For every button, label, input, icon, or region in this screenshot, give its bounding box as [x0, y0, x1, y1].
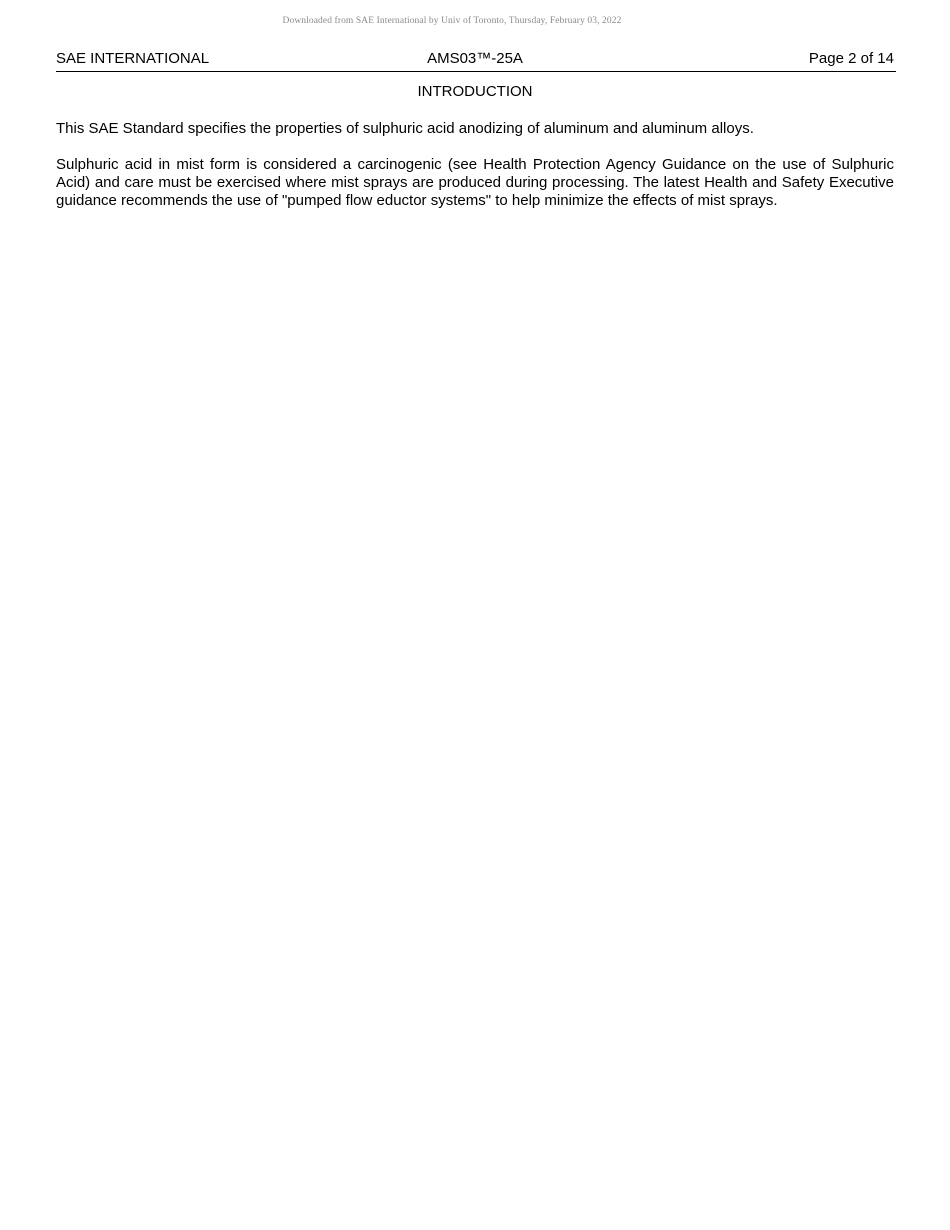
header-organization: SAE INTERNATIONAL — [56, 50, 210, 67]
intro-paragraph-2: Sulphuric acid in mist form is considered a carcinogenic (see Health Protection Agency Guidance on the use of Sulphuric Acid) and care must be exercised where mist sprays are produced during processing. The latest Health and Safety Executive guidance recommends the use of "pumped flow eductor systems" to help minimize the effects of mist sprays. — [56, 156, 894, 209]
download-notice: Downloaded from SAE International by Univ of Toronto, Thursday, February 03, 2022 — [282, 16, 622, 26]
header-page-number: Page 2 of 14 — [808, 50, 894, 67]
page-header — [56, 49, 896, 72]
intro-paragraph-1: This SAE Standard specifies the properties of sulphuric acid anodizing of aluminum and aluminum alloys. — [56, 120, 754, 137]
section-title: INTRODUCTION — [417, 83, 533, 100]
header-document-id: AMS03™-25A — [427, 50, 523, 67]
